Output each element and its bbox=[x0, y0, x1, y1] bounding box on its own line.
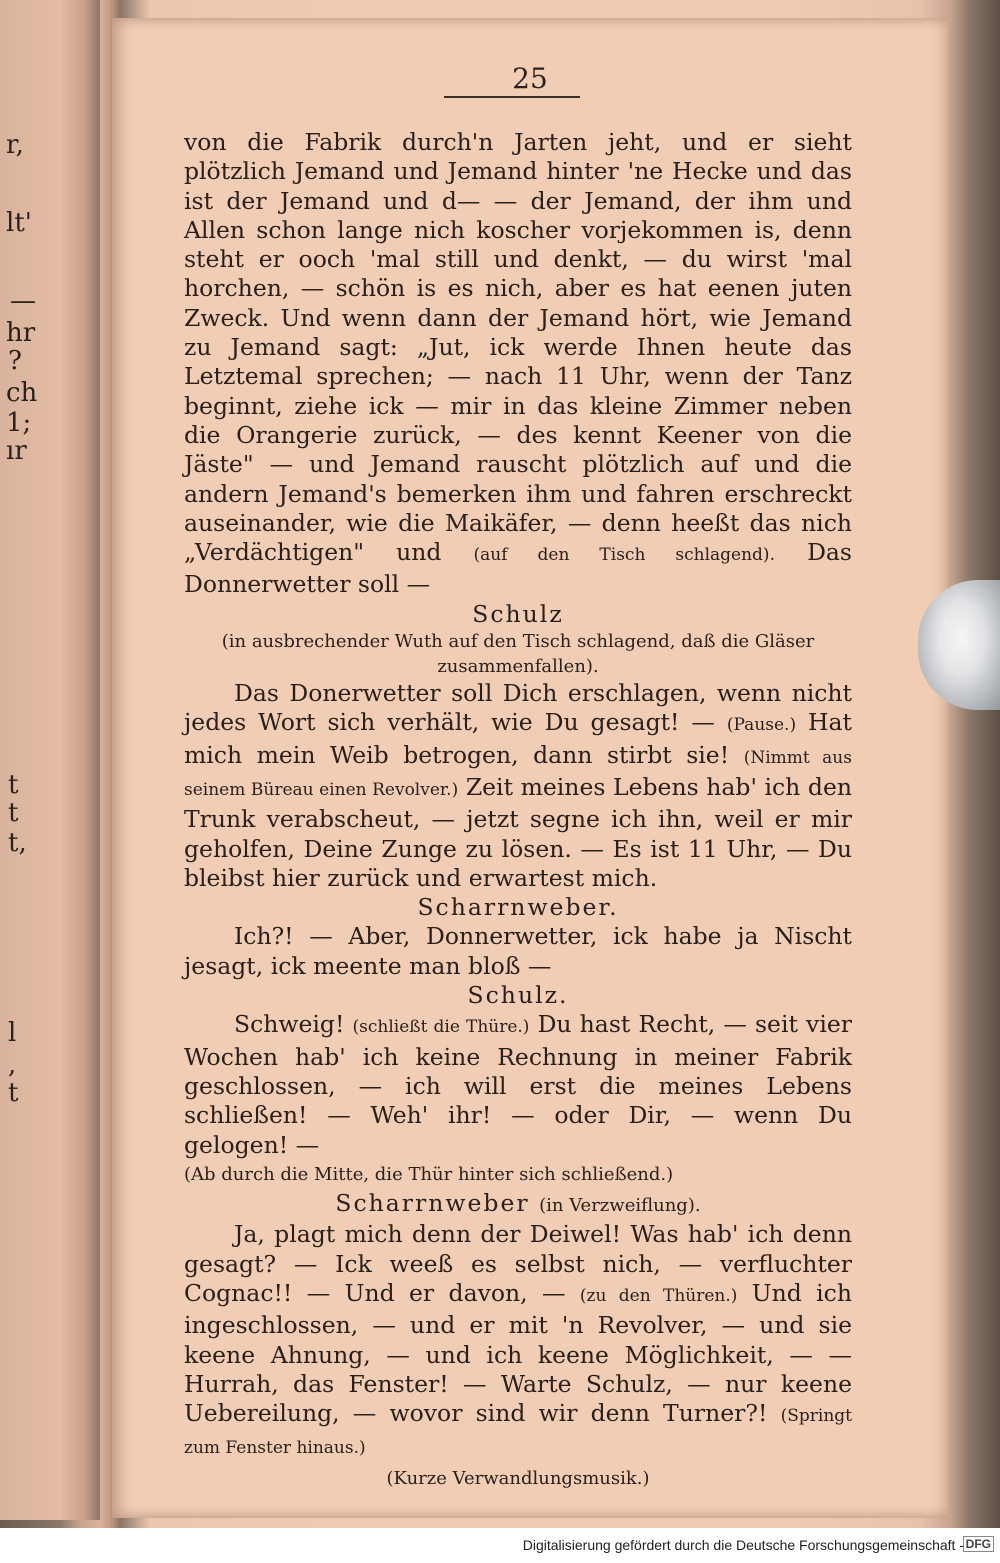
left-page-fragment: t bbox=[8, 798, 19, 828]
left-page-fragment: l bbox=[8, 1018, 17, 1048]
stage-direction: (in ausbrechender Wuth auf den Tisch schlagend, daß die Gläser zusammenfallen). bbox=[221, 631, 815, 678]
page-text bbox=[184, 128, 852, 1493]
speaker-line bbox=[184, 1189, 852, 1220]
paragraph bbox=[184, 679, 852, 893]
left-page-fragment: lt' bbox=[6, 208, 32, 238]
paragraph-text: Schweig! bbox=[234, 1010, 345, 1039]
paragraph bbox=[184, 1220, 852, 1463]
funding-credit: Digitalisierung gefördert durch die Deutsche Forschungsgemeinschaft - bbox=[522, 1537, 964, 1553]
speaker-name: Schulz bbox=[472, 599, 564, 628]
book-page bbox=[112, 18, 948, 1518]
paragraph-text: Das Donerwetter soll Dich erschlagen, wenn nicht jedes Wort sich verhält, wie Du gesagt! — bbox=[184, 679, 852, 737]
left-page-fragment: , bbox=[8, 1050, 17, 1080]
paragraph-text: Ja, plagt mich denn der Deiwel! Was hab' ich denn gesagt? — Ick weeß es selbst nich, — verfluchter Cognac!! — Und er davon, — bbox=[184, 1220, 852, 1307]
left-page-fragment: r, bbox=[6, 130, 24, 160]
stage-direction: (Ab durch die Mitte, die Thür hinter sich schließend.) bbox=[184, 1163, 674, 1185]
left-page-fragment: ? bbox=[8, 346, 22, 376]
paragraph-text: Du hast Recht, — seit vier Wochen hab' ich keine Rechnung in meiner Fabrik geschlossen, — ich will erst die meines Lebens schließen! — Weh' ihr! — oder Dir, — wenn Du gelogen! — bbox=[184, 1010, 852, 1159]
page-number: 25 bbox=[512, 62, 548, 95]
paragraph-text: von die Fabrik durch'n Jarten jeht, und er sieht plötzlich Jemand und Jemand hinter 'ne Hecke und das ist der Jemand und d— — der Jemand, der ihm und Allen schon lange nich koscher vorjekommen is, denn steht er ooch 'mal still und denkt, — du wirst 'mal horchen, — schön is es nich, aber es hat eenen juten Zweck. Und wenn dann der Jemand hört, wie Jemand zu Jemand sagt: „Jut, ick werde Ihnen heute das Letztemal sprechen; — nach 11 Uhr, wenn der Tanz beginnt, ziehe ick — mir in das kleine Zimmer neben die Orangerie zurück, — des kennt Keener von die Jäste" — und Jemand rauscht plötzlich auf und die andern Jemand's bemerken ihm und fahren erschreckt auseinander, wie die Maikäfer, — denn heeßt das nich „Verdächtigen" und bbox=[184, 128, 852, 567]
stage-direction: (schließt die Thüre.) bbox=[352, 1017, 530, 1038]
stage-direction: (Nimmt aus seinem Büreau einen Revolver.) bbox=[184, 747, 852, 800]
left-page-fragment: t bbox=[8, 1078, 19, 1108]
left-page-fragment: — bbox=[10, 286, 36, 316]
paragraph-text: Zeit meines Lebens hab' ich den Trunk verabscheut, — jetzt segne ich ihn, weil er mir geholfen, Deine Zunge zu lösen. — Es ist 11 Uhr, — Du bleibst hier zurück und erwartest mich. bbox=[184, 772, 852, 892]
speaker-name: Scharrnweber bbox=[335, 1189, 530, 1218]
left-page-fragment: ch bbox=[6, 378, 38, 408]
dfg-logo: DFG bbox=[963, 1536, 994, 1552]
left-page-fragment: t, bbox=[8, 828, 27, 858]
paragraph bbox=[184, 128, 852, 600]
stage-direction: (Pause.) bbox=[726, 715, 797, 736]
stage-direction: (auf den Tisch schlagend). bbox=[473, 545, 775, 566]
speaker-name: Scharrnweber. bbox=[417, 893, 619, 922]
stage-direction: (in Verzweiflung). bbox=[539, 1195, 701, 1217]
left-facing-page bbox=[0, 0, 100, 1520]
left-page-fragment: 1; bbox=[6, 408, 32, 438]
paragraph-text: Das Donnerwetter soll — bbox=[184, 538, 852, 599]
paragraph-text: Hat mich mein Weib betrogen, dann stirbt sie! bbox=[184, 708, 852, 769]
stage-direction: (zu den Thüren.) bbox=[579, 1285, 738, 1306]
page-number-rule bbox=[444, 96, 580, 98]
paragraph bbox=[184, 1010, 852, 1159]
paragraph-text: Und ich ingeschlossen, — und er mit 'n Revolver, — und sie keene Ahnung, — und ich keene Möglichkeit, — — Hurrah, das Fenster! — Warte Schulz, — nur keene Uebereilung, — wovor sind wir denn Turner?! bbox=[184, 1278, 852, 1428]
paragraph: Ich?! — Aber, Donnerwetter, ick habe ja Nischt jesagt, ick meente man bloß — bbox=[184, 922, 852, 980]
digitization-footer bbox=[0, 1528, 1000, 1563]
closing-stage-direction: (Kurze Verwandlungsmusik.) bbox=[386, 1467, 650, 1489]
speaker-name: Schulz. bbox=[467, 981, 569, 1010]
left-page-fragment: hr bbox=[6, 318, 36, 348]
left-page-fragment: ır bbox=[6, 436, 27, 466]
stage-direction: (Springt zum Fenster hinaus.) bbox=[184, 1406, 852, 1459]
left-page-fragment: t bbox=[8, 770, 19, 800]
